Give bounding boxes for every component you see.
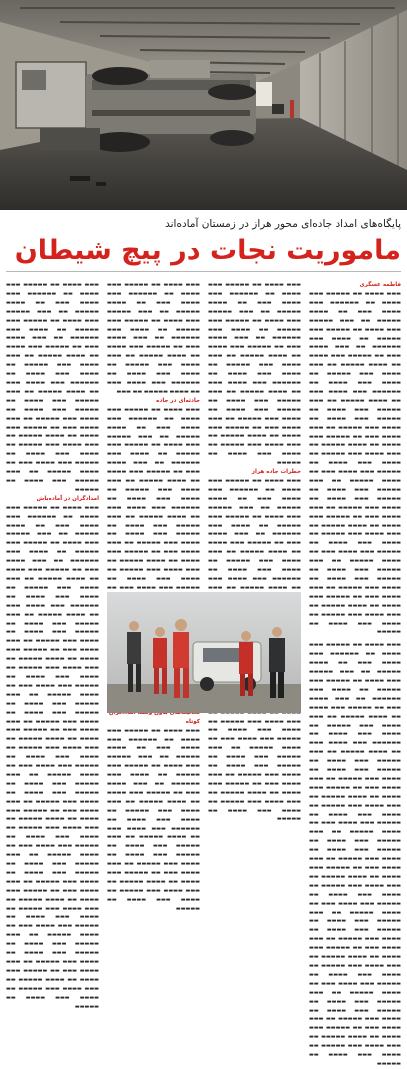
article-column-2: ▬▬▬ ▬▬▬▬ ▬▬ ▬▬▬▬▬ ▬▬▬ ▬▬▬▬ ▬▬ ▬▬▬▬▬▬ ▬▬▬ ▬▬▬▬ ▬▬▬ ▬▬ ▬▬▬▬ ▬▬▬▬▬ ▬▬ ▬▬▬ ▬▬▬▬▬ ▬▬▬ ▬▬▬▬ ▬▬ ▬▬▬▬▬ ▬▬▬ ▬▬▬▬▬ ▬▬ ▬▬▬▬ ▬▬▬ ▬▬▬▬▬▬ ▬▬ ▬▬▬ ▬▬▬▬ ▬▬▬ ▬▬ ▬▬▬▬▬ ▬▬▬ ▬▬▬▬ ▬▬ ▬▬▬▬ ▬▬▬▬▬ ▬▬ ▬▬▬ ▬▬▬▬ ▬▬▬ ▬▬▬▬▬ ▬▬ ▬▬▬▬ ▬▬▬ ▬▬▬▬ ▬▬ ▬▬▬▬▬▬ ▬▬▬ ▬▬▬▬ ▬▬▬ ▬▬ ▬▬▬▬ ▬▬▬▬▬ ▬▬ ▬▬▬ ▬▬▬▬▬ ▬▬▬ ▬▬▬▬ ▬▬ ▬▬▬▬▬ ▬▬▬ ▬▬▬▬ ▬▬ ▬▬▬▬ ▬▬▬ ▬▬▬▬▬ ▬▬ ▬▬▬ ▬▬▬▬ ▬▬▬ ▬▬ ▬▬▬▬▬ ▬▬▬ ▬▬▬▬ ▬▬ ▬▬▬▬ ▬▬▬▬▬ ▬▬ ▬▬▬ ▬▬▬▬ ▬▬▬ ▬▬▬▬▬ ▬▬ ▬▬▬▬ ▬▬▬ ▬▬▬▬ ▬▬ ▬▬▬▬▬ خطرات جاده هراز ▬▬▬ ▬▬▬▬ ▬▬ ▬▬▬▬▬ ▬▬▬ ▬▬▬▬ ▬▬ ▬▬▬▬▬▬ ▬▬▬ ▬▬▬▬ ▬▬▬ ▬▬ ▬▬▬▬ ▬▬▬▬▬ ▬▬ ▬▬▬ ▬▬▬▬▬ ▬▬▬ ▬▬▬▬ ▬▬ ▬▬▬▬▬ ▬▬▬ ▬▬▬▬▬ ▬▬ ▬▬▬▬ ▬▬▬ ▬▬▬▬▬▬ ▬▬ ▬▬▬ ▬▬▬▬ ▬▬▬ ▬▬ ▬▬▬▬▬ ▬▬▬ ▬▬▬▬ ▬▬ ▬▬▬▬ ▬▬▬▬▬ ▬▬ ▬▬▬ ▬▬▬▬ ▬▬▬ ▬▬▬▬▬ ▬▬ ▬▬▬▬ ▬▬▬ ▬▬▬▬ ▬▬ ▬▬▬▬▬▬ ▬▬▬ ▬▬▬▬ ▬▬▬ ▬▬ ▬▬▬▬ ▬▬▬▬▬ ▬▬ ▬▬▬ ▬▬▬ ▬▬▬▬ ▬▬▬ ▬▬▬▬▬ ▬▬ ▬▬▬▬ ▬▬▬ ▬▬▬▬ ▬▬ ▬▬▬▬▬ ▬▬▬ ▬▬▬▬ ▬▬▬ ▬▬ ▬▬▬▬ ▬▬▬▬▬ ▬▬ ▬▬▬ ▬▬▬▬▬ ▬▬▬ ▬▬▬▬ ▬▬ ▬▬▬▬▬ ▬▬▬ ▬▬▬▬ ▬▬ ▬▬▬▬ ▬▬▬ ▬▬▬▬▬ ▬▬ ▬▬▬ ▬▬▬▬ ▬▬▬ ▬▬ ▬▬▬▬▬ ▬▬▬ ▬▬▬▬ ▬▬ ▬▬▬▬ ▬▬▬▬▬ ▬▬ ▬▬▬ ▬▬▬▬ ▬▬▬ ▬▬▬▬▬ ▬▬ ▬▬▬▬ ▬▬▬ ▬▬▬▬ ▬▬ ▬▬▬▬▬ [208,282,301,823]
headline: ماموریت نجات در پیچ شیطان [14,235,401,266]
article-column-4: ▬▬▬ ▬▬▬▬ ▬▬ ▬▬▬▬▬ ▬▬▬ ▬▬▬▬ ▬▬ ▬▬▬▬▬▬ ▬▬▬ ▬▬▬▬ ▬▬▬ ▬▬ ▬▬▬▬ ▬▬▬▬▬ ▬▬ ▬▬▬ ▬▬▬▬▬ ▬▬▬ ▬▬▬▬ ▬▬ ▬▬▬▬▬ ▬▬▬ ▬▬▬▬▬ ▬▬ ▬▬▬▬ ▬▬▬ ▬▬▬▬▬▬ ▬▬ ▬▬▬ ▬▬▬▬ ▬▬▬ ▬▬ ▬▬▬▬▬ ▬▬▬ ▬▬▬▬ ▬▬ ▬▬▬▬ ▬▬▬▬▬ ▬▬ ▬▬▬ ▬▬▬▬ ▬▬▬ ▬▬▬▬▬ ▬▬ ▬▬▬▬ ▬▬▬ ▬▬▬▬ ▬▬ ▬▬▬▬▬▬ ▬▬▬ ▬▬▬▬ ▬▬▬ ▬▬ ▬▬▬▬ ▬▬▬▬▬ ▬▬ ▬▬▬ ▬▬▬▬▬ ▬▬▬ ▬▬▬▬ ▬▬ ▬▬▬▬▬ ▬▬▬ ▬▬▬▬ ▬▬ ▬▬▬▬ ▬▬▬ ▬▬▬▬▬ ▬▬ ▬▬▬ ▬▬▬▬ ▬▬▬ ▬▬ ▬▬▬▬▬ ▬▬▬ ▬▬▬▬ ▬▬ ▬▬▬▬ ▬▬▬▬▬ ▬▬ ▬▬▬ ▬▬▬▬ ▬▬▬ ▬▬▬▬▬ ▬▬ ▬▬▬▬ ▬▬▬ ▬▬▬▬ ▬▬ ▬▬▬▬▬ ▬▬▬ ▬▬▬▬ ▬▬▬ ▬▬ ▬▬▬▬ ▬▬▬▬▬ ▬▬ ▬▬▬ ▬▬▬▬▬ ▬▬▬ ▬▬▬▬ ▬▬ ▬▬▬▬▬ امدادگران در آماده‌باش ▬▬▬ ▬▬▬▬ ▬▬ ▬▬▬▬▬ ▬▬▬ ▬▬▬▬ ▬▬ ▬▬▬▬▬▬ ▬▬▬ ▬▬▬▬ ▬▬▬ ▬▬ ▬▬▬▬ ▬▬▬▬▬ ▬▬ ▬▬▬ ▬▬▬▬▬ ▬▬▬ ▬▬▬▬ ▬▬ ▬▬▬▬▬ ▬▬▬ ▬▬▬▬▬ ▬▬ ▬▬▬▬ ▬▬▬ ▬▬▬▬▬▬ ▬▬ ▬▬▬ ▬▬▬▬ ▬▬▬ ▬▬ ▬▬▬▬▬ ▬▬▬ ▬▬▬▬ ▬▬ ▬▬▬▬ ▬▬▬▬▬ ▬▬ ▬▬▬ ▬▬▬▬ ▬▬▬ ▬▬▬▬▬ ▬▬ ▬▬▬▬ ▬▬▬ ▬▬▬▬ ▬▬ ▬▬▬▬▬▬ ▬▬▬ ▬▬▬▬ ▬▬▬ ▬▬ ▬▬▬▬ ▬▬▬▬▬ ▬▬ ▬▬▬ ▬▬▬▬▬ ▬▬▬ ▬▬▬▬ ▬▬ ▬▬▬▬▬ ▬▬▬ ▬▬▬▬ ▬▬ ▬▬▬▬ ▬▬▬ ▬▬▬▬▬ ▬▬ ▬▬▬ ▬▬▬▬ ▬▬▬ ▬▬ ▬▬▬▬▬ ▬▬▬ ▬▬▬▬ ▬▬ ▬▬▬▬ ▬▬▬▬▬ ▬▬ ▬▬▬ ▬▬▬▬ ▬▬▬ ▬▬▬▬▬ ▬▬ ▬▬▬▬ ▬▬▬ ▬▬▬▬ ▬▬ ▬▬▬▬▬ ▬▬▬ ▬▬▬▬ ▬▬▬ ▬▬ ▬▬▬▬ ▬▬▬▬▬ ▬▬ ▬▬▬ ▬▬▬▬▬ ▬▬▬ ▬▬▬▬ ▬▬ ▬▬▬▬▬ ▬▬▬ ▬▬▬▬ ▬▬ ▬▬▬▬ ▬▬▬ ▬▬▬▬▬ ▬▬ ▬▬▬ ▬▬▬▬ ▬▬▬ ▬▬ ▬▬▬▬▬ ▬▬▬ ▬▬▬▬ ▬▬ ▬▬▬▬ ▬▬▬▬▬ ▬▬ ▬▬▬ ▬▬▬▬ ▬▬▬ ▬▬▬▬▬ ▬▬ ▬▬▬▬ ▬▬▬ ▬▬▬▬ ▬▬ ▬▬▬▬▬ ▬▬▬ ▬▬▬▬ ▬▬▬ ▬▬ ▬▬▬▬ ▬▬▬▬▬ ▬▬ ▬▬▬ ▬▬▬▬▬ ▬▬▬ ▬▬▬▬ ▬▬ ▬▬▬▬▬ ▬▬▬ ▬▬▬▬ ▬▬ ▬▬▬▬ ▬▬▬ ▬▬▬▬▬ ▬▬ ▬▬▬ ▬▬▬▬ ▬▬▬ ▬▬ ▬▬▬▬▬ ▬▬▬ ▬▬▬▬ ▬▬ ▬▬▬▬ ▬▬▬▬▬ ▬▬ ▬▬▬ ▬▬▬▬ ▬▬▬ ▬▬▬▬▬ ▬▬ ▬▬▬▬ ▬▬▬ ▬▬▬▬ ▬▬ ▬▬▬▬▬ ▬▬▬ ▬▬▬▬ ▬▬▬ ▬▬ ▬▬▬▬ ▬▬▬▬▬ ▬▬ ▬▬▬ ▬▬▬▬▬ ▬▬▬ ▬▬▬▬ ▬▬ ▬▬▬▬▬ ▬▬▬ ▬▬▬▬ ▬▬ ▬▬▬▬ ▬▬▬ ▬▬▬▬▬ ▬▬ ▬▬▬ ▬▬▬▬ ▬▬▬ ▬▬ ▬▬▬▬▬ ▬▬▬ ▬▬▬▬ ▬▬ ▬▬▬▬ ▬▬▬▬▬ ▬▬ ▬▬▬ ▬▬▬▬ ▬▬▬ ▬▬▬▬▬ ▬▬ ▬▬▬▬ ▬▬▬ ▬▬▬▬ ▬▬ ▬▬▬▬▬ ▬▬▬ ▬▬▬▬ ▬▬▬ ▬▬ ▬▬▬▬ ▬▬▬▬▬ ▬▬ ▬▬▬ ▬▬▬▬▬ ▬▬▬ ▬▬▬▬ ▬▬ ▬▬▬▬▬ ▬▬▬ ▬▬▬▬ ▬▬ ▬▬▬▬ ▬▬▬ ▬▬▬▬▬ ▬▬ ▬▬▬ ▬▬▬▬ ▬▬▬ ▬▬ ▬▬▬▬▬ ▬▬▬ ▬▬▬▬ ▬▬ ▬▬▬▬ ▬▬▬▬▬ ▬▬ ▬▬▬ ▬▬▬▬ ▬▬▬ ▬▬▬▬▬ ▬▬ ▬▬▬▬ ▬▬▬ ▬▬▬▬ ▬▬ ▬▬▬▬▬ [6,282,99,1010]
subhead-standby: امدادگران در آماده‌باش [36,495,99,502]
article-column-3: ▬▬▬ ▬▬▬▬ ▬▬ ▬▬▬▬▬ ▬▬▬ ▬▬▬▬ ▬▬ ▬▬▬▬▬▬ ▬▬▬ ▬▬▬▬ ▬▬▬ ▬▬ ▬▬▬▬ ▬▬▬▬▬ ▬▬ ▬▬▬ ▬▬▬▬▬ ▬▬▬ ▬▬▬▬ ▬▬ ▬▬▬▬▬ ▬▬▬ ▬▬▬▬▬ ▬▬ ▬▬▬▬ ▬▬▬ ▬▬▬▬▬▬ ▬▬ ▬▬▬ ▬▬▬▬ ▬▬▬ ▬▬ ▬▬▬▬▬ ▬▬▬ ▬▬▬▬ ▬▬ ▬▬▬▬ ▬▬▬▬▬ ▬▬ ▬▬▬ ▬▬▬▬ ▬▬▬ ▬▬▬▬▬ ▬▬ ▬▬▬▬ ▬▬▬ ▬▬▬▬ ▬▬ ▬▬▬▬▬▬ ▬▬▬ ▬▬▬▬ ▬▬▬ ▬▬ ▬▬▬▬ ▬▬▬▬▬ ▬▬ ▬▬▬ حادثه‌ای در جاده ▬▬▬ ▬▬▬▬ ▬▬ ▬▬▬▬▬ ▬▬▬ ▬▬▬▬ ▬▬ ▬▬▬▬▬▬ ▬▬▬ ▬▬▬▬ ▬▬▬ ▬▬ ▬▬▬▬ ▬▬▬▬▬ ▬▬ ▬▬▬ ▬▬▬▬▬ ▬▬▬ ▬▬▬▬ ▬▬ ▬▬▬▬▬ ▬▬▬ ▬▬▬▬▬ ▬▬ ▬▬▬▬ ▬▬▬ ▬▬▬▬▬▬ ▬▬ ▬▬▬ ▬▬▬▬ ▬▬▬ ▬▬ ▬▬▬▬▬ ▬▬▬ ▬▬▬▬ ▬▬ ▬▬▬▬ ▬▬▬▬▬ ▬▬ ▬▬▬ ▬▬▬▬ ▬▬▬ ▬▬▬▬▬ ▬▬ ▬▬▬▬ ▬▬▬ ▬▬▬▬ ▬▬ ▬▬▬▬▬▬ ▬▬▬ ▬▬▬▬ ▬▬▬ ▬▬ ▬▬▬▬ ▬▬▬▬▬ ▬▬ ▬▬▬ ▬▬▬▬▬ ▬▬▬ ▬▬▬▬ ▬▬ ▬▬▬▬▬ ▬▬▬ ▬▬▬▬ ▬▬ ▬▬▬▬ ▬▬▬ ▬▬▬▬▬ ▬▬ ▬▬▬ ▬▬▬▬ ▬▬▬ ▬▬ ▬▬▬▬▬ ▬▬▬ ▬▬▬▬ ▬▬ ▬▬▬▬ ▬▬▬▬▬ ▬▬ ▬▬▬ ▬▬▬▬ ▬▬▬ ▬▬▬▬▬ ▬▬ ▬▬▬▬ ▬▬▬ ▬▬▬▬ ▬▬ ▬▬▬▬▬ ▬▬▬ ▬▬▬▬ ▬▬▬ ▬▬ کوتاه ▬▬▬ ▬▬▬▬ ▬▬ ▬▬▬▬▬ ▬▬▬ ▬▬▬▬ ▬▬ ▬▬▬▬▬▬ ▬▬▬ ▬▬▬▬ ▬▬▬ ▬▬ ▬▬▬▬ ▬▬▬▬▬ ▬▬ ▬▬▬ ▬▬▬▬▬ ▬▬▬ ▬▬▬▬ ▬▬ ▬▬▬▬▬ ▬▬▬ ▬▬▬▬▬ ▬▬ ▬▬▬▬ ▬▬▬ ▬▬▬▬▬▬ ▬▬ ▬▬▬ ▬▬▬▬ ▬▬▬ ▬▬ ▬▬▬▬▬ ▬▬▬ ▬▬▬▬ ▬▬ ▬▬▬▬ ▬▬▬▬▬ ▬▬ ▬▬▬ ▬▬▬▬ ▬▬▬ ▬▬▬▬▬ ▬▬ ▬▬▬▬ ▬▬▬ ▬▬▬▬ ▬▬ ▬▬▬▬▬▬ ▬▬▬ ▬▬▬▬ ▬▬▬ ▬▬ ▬▬▬▬ ▬▬▬▬▬ ▬▬ ▬▬▬ ▬▬▬▬▬ ▬▬▬ ▬▬▬▬ ▬▬ ▬▬▬▬▬ ▬▬▬ ▬▬▬▬ ▬▬ ▬▬▬▬ ▬▬▬ ▬▬▬▬▬ ▬▬ ▬▬▬ ▬▬▬▬ ▬▬▬ ▬▬ ▬▬▬▬▬ ▬▬▬ ▬▬▬▬ ▬▬ ▬▬▬▬ ▬▬▬▬▬ ▬▬ ▬▬▬ ▬▬▬▬ ▬▬▬ ▬▬▬▬▬ ▬▬ ▬▬▬▬ ▬▬▬ ▬▬▬▬ ▬▬ ▬▬▬▬▬ [107,282,200,912]
headline-divider [6,271,401,272]
subhead-nonstop: کوتاه [185,718,200,725]
article-column-1: فاطمه عسگری ▬▬▬ ▬▬▬▬ ▬▬ ▬▬▬▬▬ ▬▬▬ ▬▬▬▬ ▬▬ ▬▬▬▬▬▬ ▬▬▬ ▬▬▬▬ ▬▬▬ ▬▬ ▬▬▬▬ ▬▬▬▬▬ ▬▬ ▬▬▬ ▬▬▬▬▬ ▬▬▬ ▬▬▬▬ ▬▬ ▬▬▬▬▬ ▬▬▬ ▬▬▬▬▬ ▬▬ ▬▬▬▬ ▬▬▬ ▬▬▬▬▬▬ ▬▬ ▬▬▬ ▬▬▬▬ ▬▬▬ ▬▬ ▬▬▬▬▬ ▬▬▬ ▬▬▬▬ ▬▬ ▬▬▬▬ ▬▬▬▬▬ ▬▬ ▬▬▬ ▬▬▬▬ ▬▬▬ ▬▬▬▬▬ ▬▬ ▬▬▬▬ ▬▬▬ ▬▬▬▬ ▬▬ ▬▬▬▬▬▬ ▬▬▬ ▬▬▬▬ ▬▬▬ ▬▬ ▬▬▬▬ ▬▬▬▬▬ ▬▬ ▬▬▬ ▬▬▬▬▬ ▬▬▬ ▬▬▬▬ ▬▬ ▬▬▬▬▬ ▬▬▬ ▬▬▬▬ ▬▬ ▬▬▬▬ ▬▬▬ ▬▬▬▬▬ ▬▬ ▬▬▬ ▬▬▬▬ ▬▬▬ ▬▬ ▬▬▬▬▬ ▬▬▬ ▬▬▬▬ ▬▬ ▬▬▬▬ ▬▬▬▬▬ ▬▬ ▬▬▬ ▬▬▬▬ ▬▬▬ ▬▬▬▬▬ ▬▬ ▬▬▬▬ ▬▬▬ ▬▬▬▬ ▬▬ ▬▬▬▬▬ ▬▬▬ ▬▬▬▬ ▬▬▬ ▬▬ ▬▬▬▬ ▬▬▬▬▬ ▬▬ ▬▬▬ ▬▬▬▬▬ ▬▬▬ ▬▬▬▬ ▬▬ ▬▬▬▬▬ ▬▬▬ ▬▬▬▬ ▬▬ ▬▬▬▬ ▬▬▬ ▬▬▬▬▬ ▬▬ ▬▬▬ ▬▬▬▬ ▬▬▬ ▬▬ ▬▬▬▬▬ ▬▬▬ ▬▬▬▬ ▬▬ ▬▬▬▬ ▬▬▬▬▬ ▬▬ ▬▬▬ ▬▬▬▬ ▬▬▬ ▬▬▬▬▬ ▬▬ ▬▬▬▬ ▬▬▬ ▬▬▬▬ ▬▬ ▬▬▬▬▬ ▬▬▬ ▬▬▬▬ ▬▬▬ ▬▬ ▬▬▬▬ ▬▬▬▬▬ ▬▬ ▬▬▬ ▬▬▬▬▬ ▬▬▬ ▬▬▬▬ ▬▬ ▬▬▬▬▬ ▬▬▬ ▬▬▬▬ ▬▬ ▬▬▬▬ ▬▬▬ ▬▬▬▬▬ ▬▬ ▬▬▬ ▬▬▬▬ ▬▬▬ ▬▬ ▬▬▬▬▬ ▬▬▬ ▬▬▬▬ ▬▬ ▬▬▬▬ ▬▬▬▬▬ ▬▬ ▬▬▬ ▬▬▬▬ ▬▬▬ ▬▬▬▬▬ ▬▬ ▬▬▬▬ ▬▬▬ ▬▬▬▬ ▬▬ ▬▬▬▬▬ ▬▬▬ ▬▬▬▬ ▬▬ ▬▬▬▬▬ ▬▬▬ ▬▬▬▬ ▬▬ ▬▬▬▬▬▬ ▬▬▬ ▬▬▬▬ ▬▬▬ ▬▬ ▬▬▬▬ ▬▬▬▬▬ ▬▬ ▬▬▬ ▬▬▬▬▬ ▬▬▬ ▬▬▬▬ ▬▬ ▬▬▬▬▬ ▬▬▬ ▬▬▬▬▬ ▬▬ ▬▬▬▬ ▬▬▬ ▬▬▬▬▬▬ ▬▬ ▬▬▬ ▬▬▬▬ ▬▬▬ ▬▬ ▬▬▬▬▬ ▬▬▬ ▬▬▬▬ ▬▬ ▬▬▬▬ ▬▬▬▬▬ ▬▬ ▬▬▬ ▬▬▬▬ ▬▬▬ ▬▬▬▬▬ ▬▬ ▬▬▬▬ ▬▬▬ ▬▬▬▬ ▬▬ ▬▬▬▬▬▬ ▬▬▬ ▬▬▬▬ ▬▬▬ ▬▬ ▬▬▬▬ ▬▬▬▬▬ ▬▬ ▬▬▬ ▬▬▬▬▬ ▬▬▬ ▬▬▬▬ ▬▬ ▬▬▬▬▬ ▬▬▬ ▬▬▬▬ ▬▬ ▬▬▬▬ ▬▬▬ ▬▬▬▬▬ ▬▬ ▬▬▬ ▬▬▬▬ ▬▬▬ ▬▬ ▬▬▬▬▬ ▬▬▬ ▬▬▬▬ ▬▬ ▬▬▬▬ ▬▬▬▬▬ ▬▬ ▬▬▬ ▬▬▬▬ ▬▬▬ ▬▬▬▬▬ ▬▬ ▬▬▬▬ ▬▬▬ ▬▬▬▬ ▬▬ ▬▬▬▬▬ ▬▬▬ ▬▬▬▬ ▬▬▬ ▬▬ ▬▬▬▬ ▬▬▬▬▬ ▬▬ ▬▬▬ ▬▬▬▬▬ ▬▬▬ ▬▬▬▬ ▬▬ ▬▬▬▬▬ ▬▬▬ ▬▬▬▬ ▬▬ ▬▬▬▬ ▬▬▬ ▬▬▬▬▬ ▬▬ ▬▬▬ ▬▬▬▬ ▬▬▬ ▬▬ ▬▬▬▬▬ ▬▬▬ ▬▬▬▬ ▬▬ ▬▬▬▬ ▬▬▬▬▬ ▬▬ ▬▬▬ ▬▬▬▬ ▬▬▬ ▬▬▬▬▬ ▬▬ ▬▬▬▬ ▬▬▬ ▬▬▬▬ ▬▬ ▬▬▬▬▬ ▬▬▬ ▬▬▬▬ ▬▬▬ ▬▬ ▬▬▬▬ ▬▬▬▬▬ ▬▬ ▬▬▬ ▬▬▬▬▬ ▬▬▬ ▬▬▬▬ ▬▬ ▬▬▬▬▬ ▬▬▬ ▬▬▬▬ ▬▬ ▬▬▬▬ ▬▬▬ ▬▬▬▬▬ ▬▬ ▬▬▬ ▬▬▬▬ ▬▬▬ ▬▬ ▬▬▬▬▬ ▬▬▬ ▬▬▬▬ ▬▬ ▬▬▬▬ ▬▬▬▬▬ ▬▬ ▬▬▬ ▬▬▬▬ ▬▬▬ ▬▬▬▬▬ ▬▬ ▬▬▬▬ ▬▬▬ ▬▬▬▬ ▬▬ ▬▬▬▬▬ ▬▬▬ ▬▬▬▬ ▬▬▬ ▬▬ ▬▬▬▬ ▬▬▬▬▬ ▬▬ ▬▬▬ ▬▬▬▬▬ ▬▬▬ ▬▬▬▬ ▬▬ ▬▬▬▬▬ ▬▬▬ ▬▬▬▬ ▬▬ ▬▬▬▬ ▬▬▬ ▬▬▬▬▬ ▬▬ ▬▬▬ ▬▬▬▬ ▬▬▬ ▬▬ ▬▬▬▬▬ ▬▬▬ ▬▬▬▬ ▬▬ ▬▬▬▬ ▬▬▬▬▬ ▬▬ ▬▬▬ ▬▬▬▬ ▬▬▬ ▬▬▬▬▬ ▬▬ ▬▬▬▬ ▬▬▬ ▬▬▬▬ ▬▬ ▬▬▬▬▬ [309,282,401,1067]
subhead-accident: حادثه‌ای در جاده [156,397,200,404]
tunnel-truck-photo [0,0,407,210]
author-byline: فاطمه عسگری [359,282,401,288]
subhead-dangers: خطرات جاده هراز [251,469,301,476]
rescue-team-photo [107,592,301,713]
headline-kicker: پایگاه‌های امداد جاده‌ای محور هراز در زمستان آماده‌اند [165,218,401,230]
